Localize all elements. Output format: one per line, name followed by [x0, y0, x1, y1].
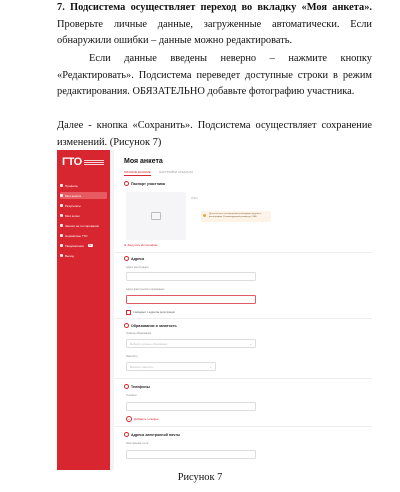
passport-icon [124, 181, 129, 186]
logo-caption [84, 160, 104, 165]
divider [114, 426, 372, 427]
sidebar [57, 150, 110, 470]
upload-photo-label: Загрузить фотографию [127, 243, 158, 247]
image-icon [151, 212, 161, 220]
sidebar-item[interactable] [60, 192, 107, 199]
section-phones-title: Телефоны [131, 384, 150, 389]
menu-icon [60, 184, 63, 187]
sidebar-item-label: Результаты [65, 203, 81, 208]
sidebar-item-label: Профиль [65, 183, 78, 188]
add-phone-button[interactable] [126, 416, 158, 422]
divider [114, 252, 372, 253]
add-phone-label: Добавить телефон [134, 417, 159, 421]
section-phones [124, 384, 150, 389]
photo-notice: Для участия в тестировании необходимо загрузить фотографию. Рекомендуемый размер до 5 МБ [201, 211, 271, 222]
step-7-text: Проверьте личные данные, загруженные автоматически. Если обнаружили ошибки – данные можно редактировать. [57, 18, 372, 46]
section-passport-title: Паспорт участника [131, 181, 165, 186]
sidebar-item-label: Уведомления [65, 243, 84, 248]
sidebar-item[interactable] [60, 202, 107, 209]
plus-icon: + [126, 416, 132, 422]
email-label: Электронная почта [126, 442, 149, 445]
phone-label: Телефон [126, 394, 137, 397]
same-address-label: Совпадает с адресом регистрации [133, 311, 175, 314]
tab-personal-data[interactable]: ЛИЧНЫЕ ДАННЫЕ [124, 170, 151, 174]
notification-badge: 12 [88, 244, 92, 247]
section-email-title: Адреса электронной почты [131, 432, 181, 437]
sidebar-item[interactable] [60, 222, 107, 229]
menu-icon [60, 214, 63, 217]
section-address [124, 256, 144, 261]
phone-icon [124, 384, 129, 389]
figure-caption: Рисунок 7 [177, 472, 223, 483]
paperclip-icon: ⊕ [124, 243, 127, 247]
menu-icon [60, 244, 63, 247]
reg-address-field[interactable] [126, 272, 256, 281]
tab-account-settings[interactable]: НАСТРОЙКИ АККАУНТА [158, 170, 194, 174]
section-address-title: Адреса [131, 256, 145, 261]
divider [114, 378, 372, 379]
email-icon [124, 432, 129, 437]
section-email [124, 432, 180, 437]
education-level-label: Уровень образования [126, 332, 152, 335]
email-field[interactable] [126, 450, 256, 459]
sidebar-item-label: Записи на тестирование [65, 223, 100, 228]
employment-select[interactable] [126, 362, 216, 371]
paragraph-edit: Если данные введены неверно – нажмите кнопку «Редактировать». Подсистема переведет доступные строки в режим редактирования. ОБЯЗАТЕЛЬНО добавьте фотографию участника. [57, 53, 372, 97]
chevron-down-icon: ⌄ [249, 341, 252, 346]
paragraph-step-7 [57, 0, 372, 50]
reg-address-label: Адрес регистрации [126, 266, 149, 269]
chevron-down-icon: ⌄ [209, 364, 212, 369]
figure-screenshot [57, 150, 372, 470]
divider [114, 318, 372, 319]
sidebar-item[interactable] [60, 252, 107, 259]
location-icon [124, 256, 129, 261]
tabs [124, 170, 193, 176]
step-7-heading: 7. Подсистема осуществляет переход во вкладку «Моя анкета». [57, 2, 372, 13]
education-level-select[interactable] [126, 339, 256, 348]
paragraph-save: Далее - кнопка «Сохранить». Подсистема осуществляет сохранение изменений. (Рисунок 7) [57, 120, 372, 148]
employment-placeholder: Выберите занятость [130, 365, 154, 369]
photo-format-hint: JPEG [191, 197, 198, 200]
sidebar-item[interactable] [60, 242, 107, 249]
menu-icon [60, 254, 63, 257]
education-level-placeholder: Выберите уровень образования [130, 342, 168, 346]
sidebar-item-label: Выход [65, 253, 74, 258]
logo-mark: ГТО [62, 156, 82, 168]
logo [62, 155, 106, 169]
photo-placeholder[interactable] [126, 192, 186, 240]
sidebar-item-label: Моя анкета [65, 193, 81, 198]
same-address-row[interactable] [126, 310, 175, 315]
phone-field[interactable] [126, 402, 256, 411]
main-content [114, 150, 372, 470]
menu-icon [60, 234, 63, 237]
section-education [124, 323, 177, 328]
menu-icon [60, 194, 63, 197]
menu-icon [60, 204, 63, 207]
sidebar-item[interactable] [60, 212, 107, 219]
employment-label: Занятость [126, 355, 138, 358]
page-title: Моя анкета [124, 158, 163, 165]
same-address-checkbox[interactable] [126, 310, 131, 315]
upload-photo-button[interactable] [124, 243, 158, 247]
sidebar-item-label: Нормативы ГТО [65, 233, 88, 238]
education-icon [124, 323, 129, 328]
menu-icon [60, 224, 63, 227]
sidebar-item-label: Мои копии [65, 213, 80, 218]
actual-address-label: Адрес фактического проживания [126, 288, 165, 291]
section-education-title: Образование и занятость [131, 323, 177, 328]
sidebar-item[interactable] [60, 182, 107, 189]
actual-address-field[interactable] [126, 295, 256, 304]
sidebar-item[interactable] [60, 232, 107, 239]
section-passport [124, 181, 165, 186]
